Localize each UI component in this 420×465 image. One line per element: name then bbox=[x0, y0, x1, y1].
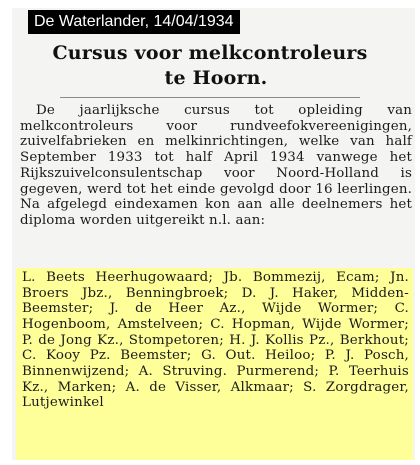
article-title-line-2: te Hoorn. bbox=[164, 67, 268, 89]
highlighted-names-block bbox=[16, 268, 413, 460]
title-divider bbox=[60, 97, 360, 98]
source-caption: De Waterlander, 14/04/1934 bbox=[28, 10, 240, 34]
article-intro-paragraph: De jaarlijksche cursus tot opleiding van melkcontroleurs voor rundveefokvereenigingen, zuivelfabrieken en melkinrichtingen, welke van half September 1933 tot half April 1934 vanwege het Rijkszuivelconsulentschap voor Noord-Holland is gegeven, werd tot het einde gevolgd door 16 leerlingen. Na afgelegd eindexamen kon aan alle deelnemers het diploma worden uitgereikt n.l. aan: bbox=[20, 103, 412, 228]
graduates-list: L. Beets Heerhugowaard; Jb. Bommezij, Ecam; Jn. Broers Jbz., Benningbroek; D. J. Haker, Midden-Beemster; J. de Heer Az., Wijde Wormer; C. Hogenboom, Amstelveen; C. Hopman, Wijde Wormer; P. de Jong Kz., Stompetoren; H. J. Kollis Pz., Berkhout; C. Kooy Pz. Beemster; G. Out. Heiloo; P. J. Posch, Binnenwijzend; A. Struving. Purmerend; P. Teerhuis Kz., Marken; A. de Visser, Alkmaar; S. Zorgdrager, Lutjewinkel bbox=[22, 270, 409, 411]
article-title: Cursus voor melkcontroleurs bbox=[52, 42, 368, 64]
